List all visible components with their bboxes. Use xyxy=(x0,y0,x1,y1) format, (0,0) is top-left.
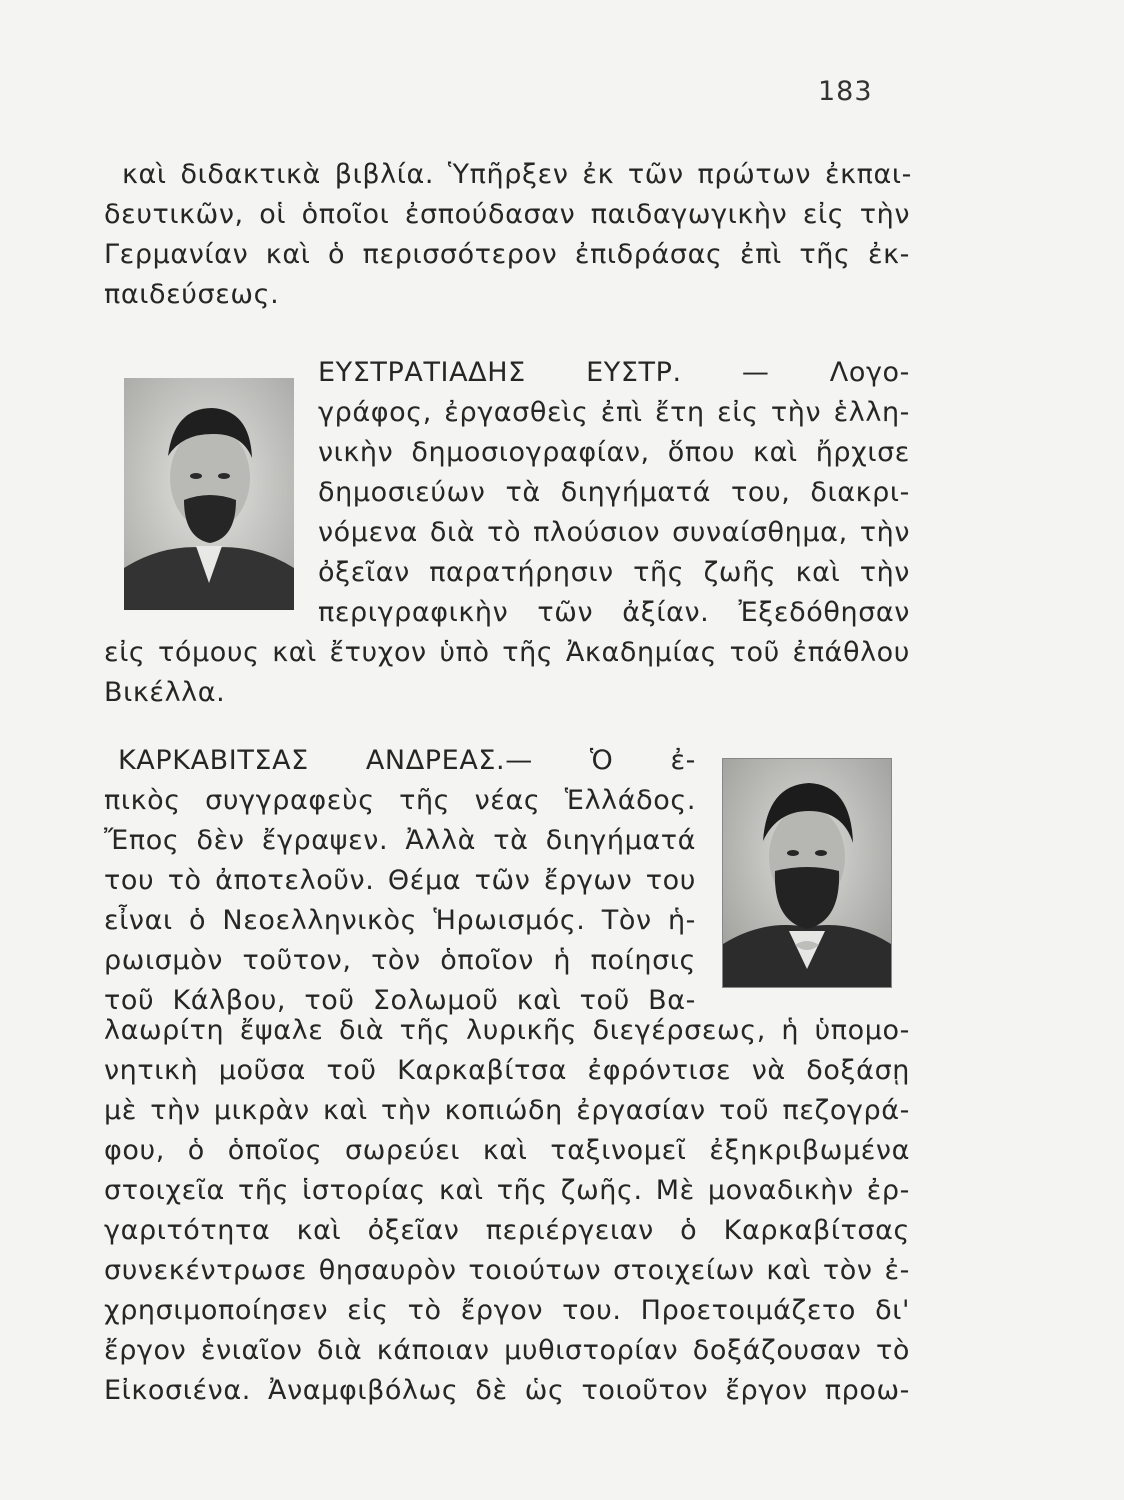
text-line: τοῦ Κάλβου, τοῦ Σολωμοῦ καὶ τοῦ Βα- xyxy=(104,985,696,1016)
text-line: Ἔπος δὲν ἔγραψεν. Ἀλλὰ τὰ διηγήματά xyxy=(104,825,696,856)
text-line: εἰς τόμους καὶ ἔτυχον ὑπὸ τῆς Ἀκαδημίας τοῦ ἐπάθλου xyxy=(104,637,910,668)
page-number: 183 xyxy=(818,76,873,107)
text-line: συνεκέντρωσε θησαυρὸν τοιούτων στοιχείων καὶ τὸν ἐ- xyxy=(104,1255,910,1286)
text-line: δευτικῶν, οἱ ὁποῖοι ἐσπούδασαν παιδαγωγικὴν εἰς τὴν xyxy=(104,199,910,230)
text-line: στοιχεῖα τῆς ἱστορίας καὶ τῆς ζωῆς. Μὲ μοναδικὴν ἐρ- xyxy=(104,1175,910,1206)
text-line: Γερμανίαν καὶ ὁ περισσότερον ἐπιδράσας ἐπὶ τῆς ἐκ- xyxy=(104,239,910,270)
text-line: λαωρίτη ἔψαλε διὰ τῆς λυρικῆς διεγέρσεως, ἡ ὑπομο- xyxy=(104,1015,910,1046)
text-line: Εἰκοσιένα. Ἀναμφιβόλως δὲ ὡς τοιοῦτον ἔργον προω- xyxy=(104,1375,910,1406)
text-line: νικὴν δημοσιογραφίαν, ὅπου καὶ ἤρχισε xyxy=(318,437,910,468)
text-line: δημοσιεύων τὰ διηγήματά του, διακρι- xyxy=(318,477,910,508)
text-line: ΕΥΣΤΡΑΤΙΑΔΗΣ ΕΥΣΤΡ. — Λογο- xyxy=(318,357,910,388)
text-line: καὶ διδακτικὰ βιβλία. Ὑπῆρξεν ἐκ τῶν πρώτων ἐκπαι- xyxy=(122,159,912,190)
text-line: πικὸς συγγραφεὺς τῆς νέας Ἑλλάδος. xyxy=(104,785,696,816)
text-line: εἶναι ὁ Νεοελληνικὸς Ἡρωισμός. Τὸν ἡ- xyxy=(104,905,696,936)
text-line: ἔργον ἑνιαῖον διὰ κάποιαν μυθιστορίαν δοξάζουσαν τὸ xyxy=(104,1335,910,1366)
text-line: νόμενα διὰ τὸ πλούσιον συναίσθημα, τὴν xyxy=(318,517,910,548)
portrait-eustratiadis xyxy=(124,378,294,610)
portrait-karkavitsas xyxy=(722,758,892,988)
text-line: γράφος, ἐργασθεὶς ἐπὶ ἔτη εἰς τὴν ἑλλη- xyxy=(318,397,910,428)
text-line: γαριτότητα καὶ ὀξεῖαν περιέργειαν ὁ Καρκαβίτσας xyxy=(104,1215,910,1246)
text-line: Βικέλλα. xyxy=(104,677,226,708)
text-line: του τὸ ἀποτελοῦν. Θέμα τῶν ἔργων του xyxy=(104,865,696,896)
text-line: παιδεύσεως. xyxy=(104,279,280,310)
text-line: περιγραφικὴν τῶν ἀξίαν. Ἐξεδόθησαν xyxy=(318,597,910,628)
text-line: μὲ τὴν μικρὰν καὶ τὴν κοπιώδη ἐργασίαν τοῦ πεζογρά- xyxy=(104,1095,910,1126)
text-line: ΚΑΡΚΑΒΙΤΣΑΣ ΑΝΔΡΕΑΣ.— Ὁ ἐ- xyxy=(118,745,696,776)
text-line: χρησιμοποίησεν εἰς τὸ ἔργον του. Προετοιμάζετο δι' xyxy=(104,1295,910,1326)
text-line: νητικὴ μοῦσα τοῦ Καρκαβίτσα ἐφρόντισε νὰ δοξάσῃ xyxy=(104,1055,910,1086)
text-line: ὀξεῖαν παρατήρησιν τῆς ζωῆς καὶ τὴν xyxy=(318,557,910,588)
text-line: φου, ὁ ὁποῖος σωρεύει καὶ ταξινομεῖ ἐξηκριβωμένα xyxy=(104,1135,910,1166)
text-line: ρωισμὸν τοῦτον, τὸν ὁποῖον ἡ ποίησις xyxy=(104,945,696,976)
